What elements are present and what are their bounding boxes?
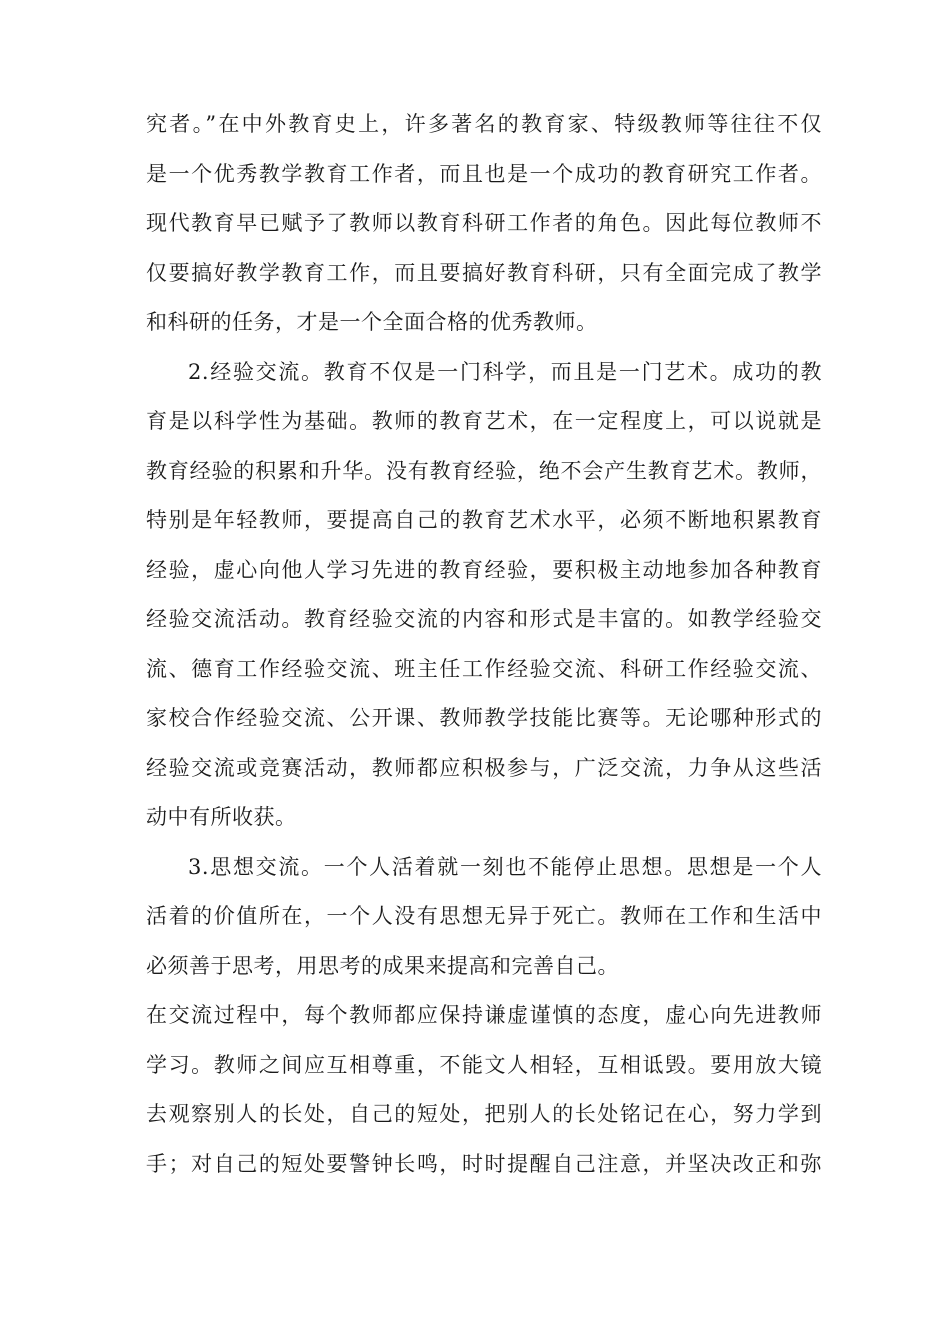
text-line: 究者。”在中外教育史上，许多著名的教育家、特级教师等往往不仅	[146, 112, 822, 136]
text-line: 3.思想交流。一个人活着就一刻也不能停止思想。思想是一个人	[188, 854, 822, 879]
document-body	[146, 100, 822, 1189]
text-line: 育是以科学性为基础。教师的教育艺术，在一定程度上，可以说就是	[146, 409, 822, 433]
text-line: 动中有所收获。	[146, 805, 297, 829]
paragraph-2-experience-exchange	[146, 348, 822, 843]
text-line: 在交流过程中，每个教师都应保持谦虚谨慎的态度，虚心向先进教师	[146, 1003, 822, 1027]
text-line: 和科研的任务，才是一个全面合格的优秀教师。	[146, 310, 598, 334]
text-line: 现代教育早已赋予了教师以教育科研工作者的角色。因此每位教师不	[146, 211, 822, 235]
paragraph-4	[146, 991, 822, 1189]
text-line: 经验交流或竞赛活动，教师都应积极参与，广泛交流，力争从这些活	[146, 755, 822, 780]
paragraph-1	[146, 100, 822, 348]
text-line: 家校合作经验交流、公开课、教师教学技能比赛等。无论哪种形式的	[146, 706, 822, 730]
text-line: 特别是年轻教师，要提高自己的教育艺术水平，必须不断地积累教育	[146, 508, 822, 532]
text-line: 活着的价值所在，一个人没有思想无异于死亡。教师在工作和生活中	[146, 904, 822, 928]
text-line: 手；对自己的短处要警钟长鸣，时时提醒自己注意，并坚决改正和弥	[146, 1151, 822, 1176]
text-line: 经验，虚心向他人学习先进的教育经验，要积极主动地参加各种教育	[146, 557, 822, 582]
text-line: 是一个优秀教学教育工作者，而且也是一个成功的教育研究工作者。	[146, 161, 822, 186]
text-line: 经验交流活动。教育经验交流的内容和形式是丰富的。如教学经验交	[146, 607, 822, 631]
text-line: 流、德育工作经验交流、班主任工作经验交流、科研工作经验交流、	[146, 656, 822, 681]
text-line: 仅要搞好教学教育工作，而且要搞好教育科研，只有全面完成了教学	[146, 260, 822, 285]
text-line: 教育经验的积累和升华。没有教育经验，绝不会产生教育艺术。教师，	[146, 458, 822, 483]
paragraph-3-thought-exchange	[146, 843, 822, 992]
text-line: 2.经验交流。教育不仅是一门科学，而且是一门艺术。成功的教	[188, 359, 822, 384]
text-line: 去观察别人的长处，自己的短处，把别人的长处铭记在心，努力学到	[146, 1102, 822, 1126]
text-line: 必须善于思考，用思考的成果来提高和完善自己。	[146, 953, 619, 978]
text-line: 学习。教师之间应互相尊重，不能文人相轻，互相诋毁。要用放大镜	[146, 1052, 822, 1077]
